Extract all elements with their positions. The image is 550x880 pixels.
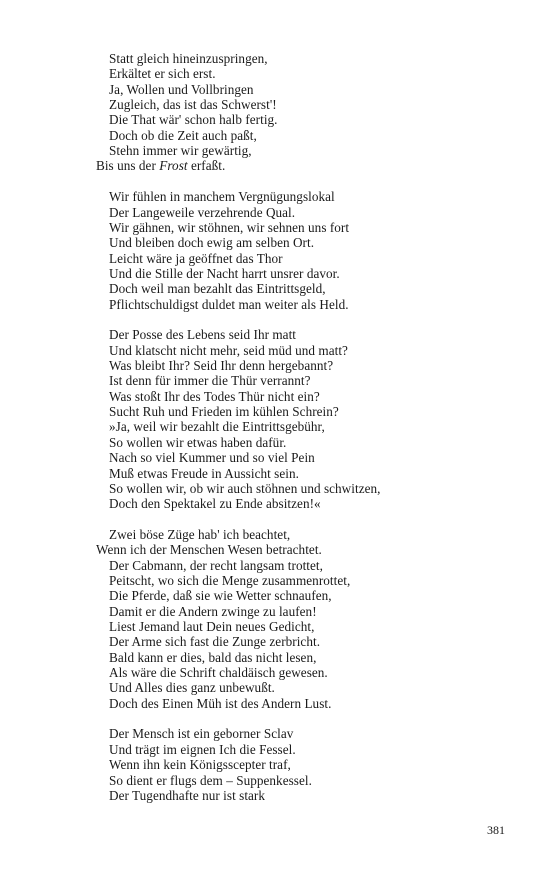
poem-line: Der Posse des Lebens seid Ihr matt <box>109 327 297 343</box>
poem-line: Die Pferde, daß sie wie Wetter schnaufen, <box>109 588 332 604</box>
poem-line: Und Alles dies ganz unbewußt. <box>109 680 275 696</box>
poem-line: Als wäre die Schrift chaldäisch gewesen. <box>109 665 328 680</box>
poem-line: »Ja, weil wir bezahlt die Eintrittsgebühr, <box>109 419 325 435</box>
poem-line: Nach so viel Kummer und so viel Pein <box>109 450 315 466</box>
poem-line: Wir fühlen in manchem Vergnügungslokal <box>109 189 335 205</box>
poem-line: Doch des Einen Müh ist des Andern Lust. <box>109 695 332 711</box>
poem-line: Stehn immer wir gewärtig, <box>109 143 252 159</box>
poem-line: Der Arme sich fast die Zunge zerbricht. <box>109 634 321 650</box>
line-text-italic: Frost <box>159 158 188 174</box>
line-text: erfaßt. <box>187 158 226 174</box>
poem-line: Ist denn für immer die Thür verrannt? <box>109 373 311 389</box>
poem-line: Der Cabmann, der recht langsam trottet, <box>109 557 323 573</box>
poem-line: Peitscht, wo sich die Menge zusammenrottet, <box>109 572 351 588</box>
poem-line: Erkältet er sich erst. <box>109 66 216 82</box>
poem-line: Sucht Ruh und Frieden im kühlen Schrein? <box>109 404 339 420</box>
poem-line: Ja, Wollen und Vollbringen <box>109 81 254 97</box>
poem-line: Damit er die Andern zwinge zu laufen! <box>109 603 317 619</box>
poem-line: Und die Stille der Nacht harrt unsrer davor. <box>109 265 340 281</box>
poem-line: Statt gleich hineinzuspringen, <box>109 51 268 66</box>
poem-line: Leicht wäre ja geöffnet das Thor <box>109 250 283 266</box>
poem-line: Was stoßt Ihr des Todes Thür nicht ein? <box>109 388 320 404</box>
poem-line: Der Tugendhafte nur ist stark <box>109 787 266 803</box>
poem-line: Doch weil man bezahlt das Eintrittsgeld, <box>109 281 326 297</box>
poem-line: Wir gähnen, wir stöhnen, wir sehnen uns fort <box>109 219 350 235</box>
poem-line: Wenn ihn kein Königsscepter traf, <box>109 757 291 773</box>
poem-line: Pflichtschuldigst duldet man weiter als Held. <box>109 296 349 312</box>
poem-line: Und bleiben doch ewig am selben Ort. <box>109 235 315 251</box>
poem-line: Liest Jemand laut Dein neues Gedicht, <box>109 619 315 634</box>
poem-line: Doch den Spektakel zu Ende absitzen!« <box>109 496 321 512</box>
poem-line: Doch ob die Zeit auch paßt, <box>109 127 257 143</box>
poem-line: So dient er flugs dem – Suppenkessel. <box>109 772 312 788</box>
poem-line: Bald kann er dies, bald das nicht lesen, <box>109 649 317 665</box>
poem-line: So wollen wir, ob wir auch stöhnen und schwitzen, <box>109 480 381 496</box>
poem-line: Zugleich, das ist das Schwerst'! <box>109 97 277 112</box>
poem-line: Muß etwas Freude in Aussicht sein. <box>109 465 299 481</box>
poem-line: Die That wär' schon halb fertig. <box>109 112 278 128</box>
page-number: 381 <box>487 823 505 837</box>
poem-line: Der Mensch ist ein geborner Sclav <box>109 726 294 742</box>
poem-line: Wenn ich der Menschen Wesen betrachtet. <box>96 542 322 558</box>
poem-line: Was bleibt Ihr? Seid Ihr denn hergebannt? <box>109 358 334 373</box>
poem-line: So wollen wir etwas haben dafür. <box>109 434 287 450</box>
poem-line: Und klatscht nicht mehr, seid müd und matt? <box>109 342 348 358</box>
poem-line: Zwei böse Züge hab' ich beachtet, <box>109 526 291 542</box>
poem-line: Der Langeweile verzehrende Qual. <box>109 204 296 220</box>
line-text: Bis uns der <box>96 158 160 174</box>
poem-line: Und trägt im eignen Ich die Fessel. <box>109 741 296 757</box>
poem-line <box>96 158 225 173</box>
